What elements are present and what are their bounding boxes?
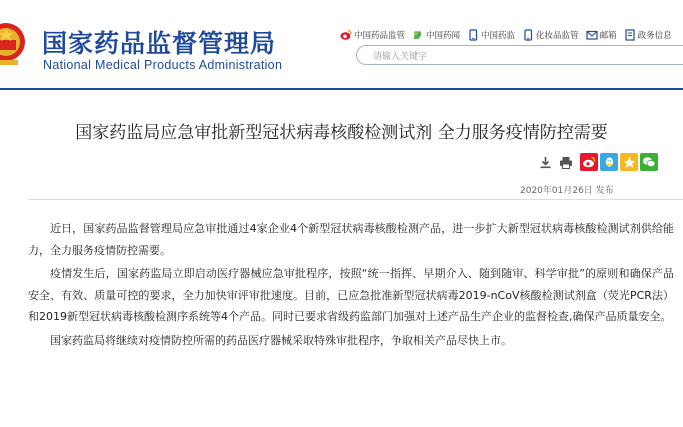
phone-icon — [467, 29, 479, 41]
doc-icon — [624, 29, 636, 41]
share-wechat-button[interactable] — [640, 153, 658, 171]
article-paragraph: 疫情发生后，国家药监局立即启动医疗器械应急审批程序，按照“统一指挥、早期介入、随到随审、科学审批”的原则和确保产品安全、有效、质量可控的要求，全力加快审评审批速度。目前，已应急批准新型冠状病毒2019-nCoV核酸检测试剂盒（荧光PCR法）和2019新型冠状病毒核酸检测序系统等4个产品。同时已要求省级药监部门加强对上述产品生产企业的监督检查,确保产品质量安全。 — [28, 267, 674, 323]
share-qq-button[interactable] — [600, 153, 618, 171]
wechat-share-icon — [642, 156, 656, 168]
top-link-label: 中国药闻 — [426, 31, 461, 41]
weibo-icon — [340, 29, 352, 41]
search-input[interactable] — [356, 45, 683, 65]
site-name-cn[interactable]: 国家药品监督管理局 — [42, 29, 277, 58]
weibo-share-icon — [582, 156, 596, 168]
article-paragraph: 国家药监局将继续对疫情防控所需的药品医疗器械采取特殊审批程序，争取相关产品尽快上市。 — [50, 333, 512, 347]
phone-icon — [522, 29, 534, 41]
article-title: 国家药监局应急审批新型冠状病毒核酸检测试剂 全力服务疫情防控需要 — [75, 123, 608, 143]
share-weibo-button[interactable] — [580, 153, 598, 171]
cnpharm-icon — [412, 29, 424, 41]
search-placeholder: 请输入关键字 — [373, 52, 428, 62]
site-header — [0, 0, 683, 88]
top-link-label: 中国药监 — [481, 31, 516, 41]
top-link-label: 化妆品监管 — [536, 31, 579, 41]
top-link-cn-drug[interactable] — [467, 29, 515, 41]
top-link-gov-info[interactable] — [624, 29, 672, 41]
article-paragraph: 近日，国家药品监督管理局应急审批通过4家企业4个新型冠状病毒核酸检测产品，进一步扩大新型冠状病毒核酸检测试剂供给能力，全力服务疫情防控需要。 — [28, 222, 674, 257]
top-link-label: 政务信息 — [637, 31, 672, 41]
national-emblem-icon — [0, 16, 26, 72]
article-body — [28, 218, 674, 353]
top-links — [340, 27, 679, 43]
publish-date: 2020年01月26日 发布 — [520, 186, 614, 196]
qq-share-icon — [603, 156, 616, 169]
header-divider — [0, 88, 683, 90]
download-button[interactable] — [536, 153, 554, 171]
article-tools — [536, 152, 658, 172]
top-link-cosmetics[interactable] — [522, 29, 579, 41]
print-button[interactable] — [557, 153, 575, 171]
site-name-en: National Medical Products Administration — [43, 58, 283, 72]
top-link-weibo[interactable] — [340, 29, 405, 41]
date-divider — [28, 199, 683, 200]
mail-icon — [586, 29, 598, 41]
qzone-share-icon — [623, 156, 636, 169]
top-link-mail[interactable] — [586, 29, 617, 41]
print-icon — [559, 156, 573, 169]
top-link-label: 邮箱 — [599, 31, 617, 41]
share-qzone-button[interactable] — [620, 153, 638, 171]
top-link-label: 中国药品监管 — [354, 31, 406, 41]
top-link-cnpharm[interactable] — [412, 29, 460, 41]
download-icon — [539, 156, 552, 169]
